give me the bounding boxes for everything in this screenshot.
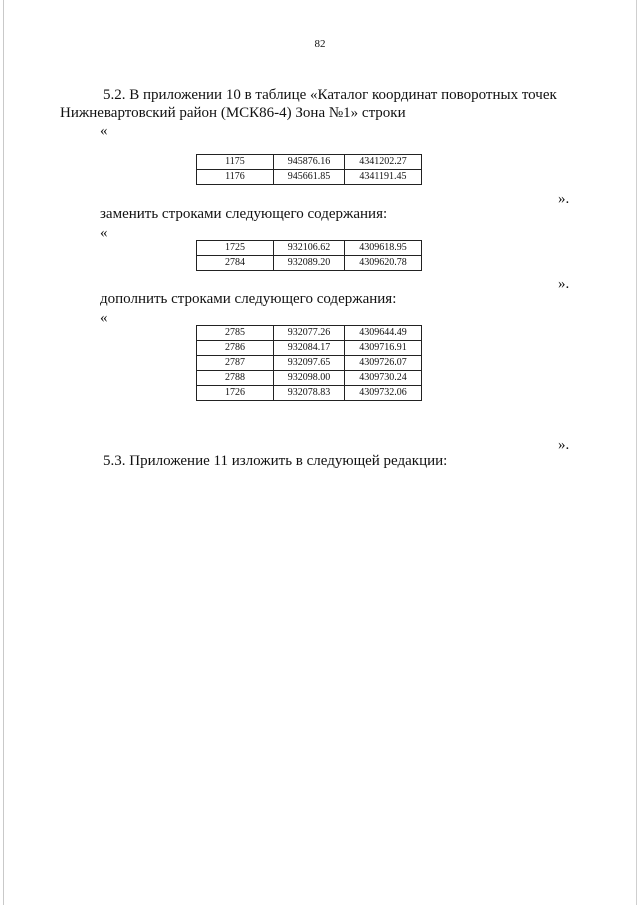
y-coordinate-cell: 4309644.49 xyxy=(345,326,422,341)
replace-instruction: заменить строками следующего содержания: xyxy=(100,206,388,222)
x-coordinate-cell: 932098.00 xyxy=(274,371,345,386)
point-number-cell: 1175 xyxy=(197,155,274,170)
x-coordinate-cell: 945661.85 xyxy=(274,170,345,185)
coordinates-table-replacement xyxy=(196,240,422,271)
point-number-cell: 1176 xyxy=(197,170,274,185)
point-number-cell: 1726 xyxy=(197,386,274,401)
y-coordinate-cell: 4309620.78 xyxy=(345,256,422,271)
x-coordinate-cell: 932097.65 xyxy=(274,356,345,371)
section-5-2-line-2: Нижневартовский район (МСК86-4) Зона №1» строки xyxy=(60,105,406,121)
close-quote: ». xyxy=(558,437,570,453)
table-row xyxy=(197,326,422,341)
x-coordinate-cell: 932089.20 xyxy=(274,256,345,271)
x-coordinate-cell: 945876.16 xyxy=(274,155,345,170)
y-coordinate-cell: 4341202.27 xyxy=(345,155,422,170)
x-coordinate-cell: 932077.26 xyxy=(274,326,345,341)
section-5-2-line-1: 5.2. В приложении 10 в таблице «Каталог координат поворотных точек xyxy=(103,87,557,103)
page-number: 82 xyxy=(314,38,326,50)
open-quote: « xyxy=(100,123,108,139)
close-quote: ». xyxy=(558,276,570,292)
point-number-cell: 2785 xyxy=(197,326,274,341)
y-coordinate-cell: 4309730.24 xyxy=(345,371,422,386)
point-number-cell: 2787 xyxy=(197,356,274,371)
coordinates-table-additional xyxy=(196,325,422,401)
y-coordinate-cell: 4309726.07 xyxy=(345,356,422,371)
table-row xyxy=(197,386,422,401)
section-5-3: 5.3. Приложение 11 изложить в следующей редакции: xyxy=(103,453,448,469)
open-quote: « xyxy=(100,225,108,241)
x-coordinate-cell: 932106.62 xyxy=(274,241,345,256)
y-coordinate-cell: 4309732.06 xyxy=(345,386,422,401)
point-number-cell: 2784 xyxy=(197,256,274,271)
table-row xyxy=(197,341,422,356)
y-coordinate-cell: 4309618.95 xyxy=(345,241,422,256)
x-coordinate-cell: 932078.83 xyxy=(274,386,345,401)
x-coordinate-cell: 932084.17 xyxy=(274,341,345,356)
add-instruction: дополнить строками следующего содержания: xyxy=(100,291,397,307)
scan-edge-left xyxy=(3,0,4,905)
y-coordinate-cell: 4341191.45 xyxy=(345,170,422,185)
table-row xyxy=(197,371,422,386)
table-row xyxy=(197,256,422,271)
point-number-cell: 1725 xyxy=(197,241,274,256)
point-number-cell: 2786 xyxy=(197,341,274,356)
coordinates-table-original xyxy=(196,154,422,185)
close-quote: ». xyxy=(558,191,570,207)
table-row xyxy=(197,155,422,170)
point-number-cell: 2788 xyxy=(197,371,274,386)
y-coordinate-cell: 4309716.91 xyxy=(345,341,422,356)
table-row xyxy=(197,356,422,371)
table-row xyxy=(197,241,422,256)
open-quote: « xyxy=(100,310,108,326)
table-row xyxy=(197,170,422,185)
scan-edge-right xyxy=(636,0,637,905)
